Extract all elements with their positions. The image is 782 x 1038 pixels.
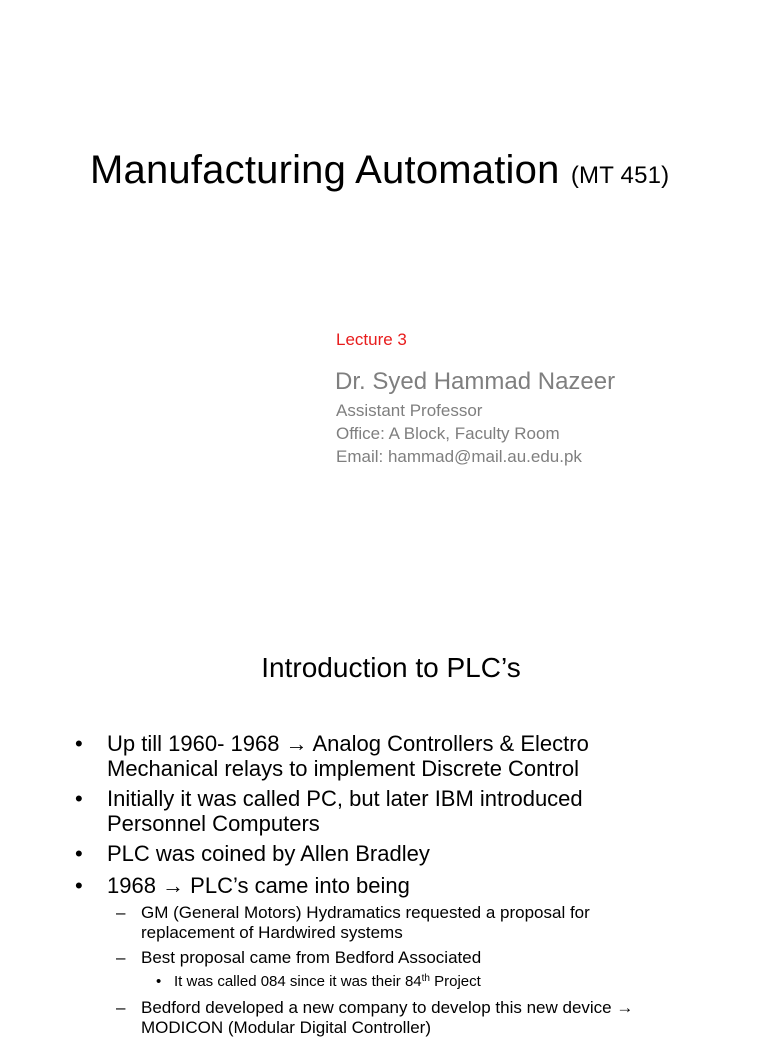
bullet-dot: •	[75, 841, 83, 866]
sub-bullet-text: replacement of Hardwired systems	[141, 923, 403, 942]
sub-bullet-dash: –	[116, 998, 126, 1017]
author-role: Assistant Professor	[336, 401, 483, 420]
sub-sub-bullet-text-main: It was called 084 since it was their 84	[174, 973, 422, 990]
slide-title	[90, 148, 669, 193]
sub-bullet-dash: –	[116, 903, 126, 922]
sub-sub-bullet-dot: •	[156, 973, 162, 990]
content-slide	[0, 560, 768, 1037]
bullet-text: 1968 → PLC’s came into being	[107, 873, 410, 898]
sub-sub-bullet-superscript: th	[421, 973, 430, 984]
bullet-dot: •	[75, 873, 83, 898]
sub-bullet-text: Bedford developed a new company to develop this new device →	[141, 998, 634, 1017]
bullet-text: Up till 1960- 1968 → Analog Controllers & Electro	[107, 731, 589, 756]
bullet-text: PLC was coined by Allen Bradley	[107, 841, 430, 866]
slide-heading: Introduction to PLC’s	[261, 652, 521, 683]
sub-bullet-text: GM (General Motors) Hydramatics requested a proposal for	[141, 903, 590, 922]
sub-bullet-text: Best proposal came from Bedford Associated	[141, 948, 482, 967]
bullet-text: Personnel Computers	[107, 811, 320, 836]
course-code: (MT 451)	[570, 162, 670, 189]
lecture-number: Lecture 3	[336, 330, 407, 349]
author-email: Email: hammad@mail.au.edu.pk	[336, 447, 582, 466]
author-name: Dr. Syed Hammad Nazeer	[335, 368, 616, 395]
bullet-text: Initially it was called PC, but later IBM introduced	[107, 786, 583, 811]
sub-sub-bullet-text-end: Project	[429, 973, 481, 990]
bullet-dot: •	[75, 786, 83, 811]
sub-bullet-text: MODICON (Modular Digital Controller)	[141, 1018, 432, 1037]
sub-bullet-dash: –	[116, 948, 126, 967]
bullet-dot: •	[75, 731, 83, 756]
author-office: Office: A Block, Faculty Room	[336, 424, 560, 443]
title-text: Manufacturing Automation	[90, 148, 571, 192]
sub-sub-bullet-text	[174, 973, 481, 991]
bullet-text: Mechanical relays to implement Discrete Control	[107, 756, 579, 781]
